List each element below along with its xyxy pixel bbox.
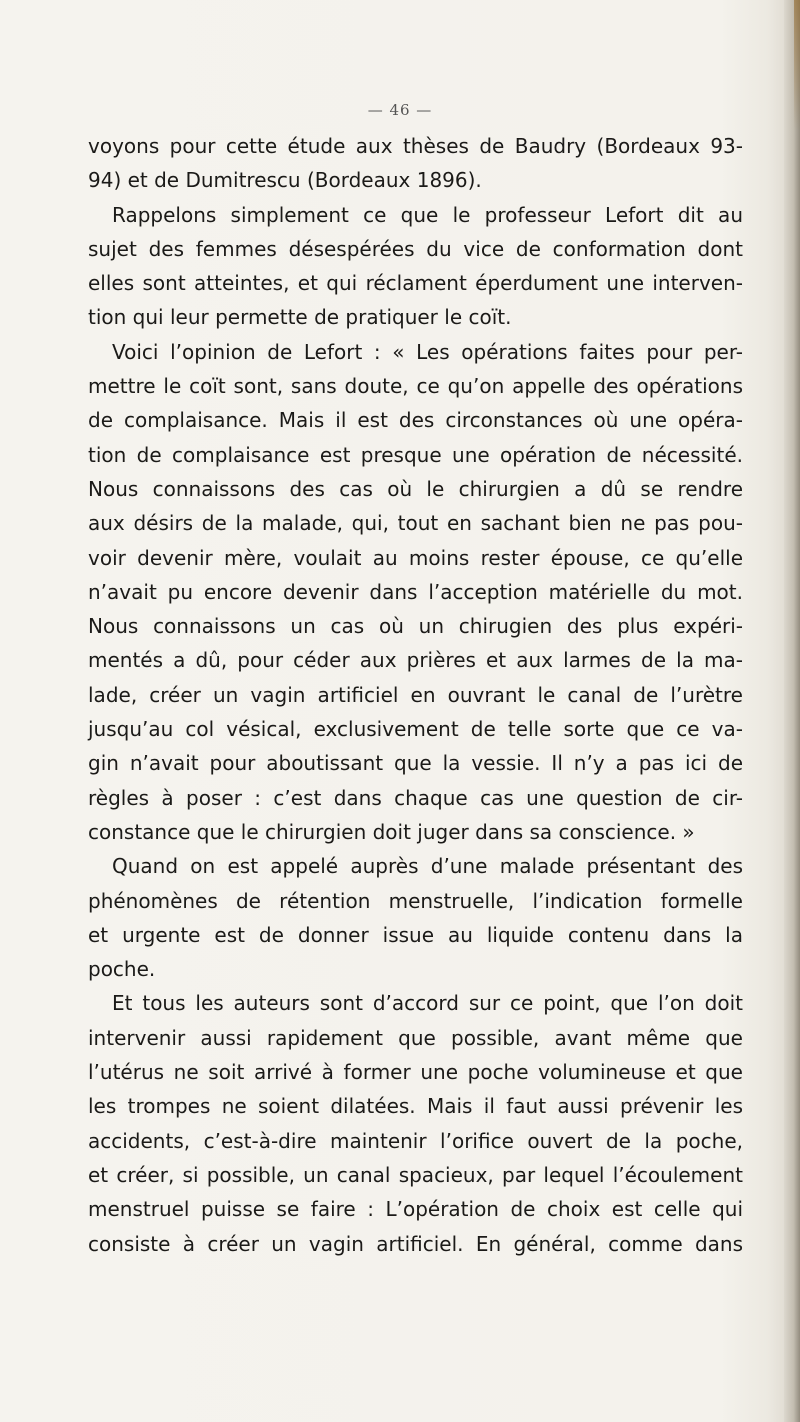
text-line: n’avait pu encore devenir dans l’acception matérielle du mot. — [88, 579, 743, 604]
text-line: sujet des femmes désespérées du vice de conformation dont — [88, 236, 743, 261]
text-line: mettre le coït sont, sans doute, ce qu’on appelle des opérations — [88, 374, 743, 399]
text-line: et créer, si possible, un canal spacieux, par lequel l’écoulement — [88, 1162, 743, 1187]
text-line: tion de complaisance est presque une opération de nécessité. — [88, 442, 743, 467]
text-line: jusqu’au col vésical, exclusivement de telle sorte que ce va- — [88, 717, 743, 742]
text-line: elles sont atteintes, et qui réclament éperdument une interven- — [88, 271, 743, 296]
text-line: mentés a dû, pour céder aux prières et aux larmes de la ma- — [88, 648, 743, 673]
text-line: 94) et de Dumitrescu (Bordeaux 1896). — [88, 168, 482, 193]
text-line: les trompes ne soient dilatées. Mais il faut aussi prévenir les — [88, 1094, 743, 1119]
text-line: Quand on est appelé auprès d’une malade présentant des — [112, 854, 743, 879]
text-line: gin n’avait pour aboutissant que la vessie. Il n’y a pas ici de — [88, 751, 743, 776]
text-line: voyons pour cette étude aux thèses de Baudry (Bordeaux 93- — [88, 134, 743, 158]
text-line: Voici l’opinion de Lefort : « Les opérations faites pour per- — [112, 339, 743, 364]
text-line: accidents, c’est-à-dire maintenir l’orifice ouvert de la poche, — [88, 1128, 743, 1153]
text-line: Rappelons simplement ce que le professeur Lefort dit au — [112, 202, 743, 227]
text-line: Et tous les auteurs sont d’accord sur ce point, que l’on doit — [112, 991, 743, 1016]
text-line: lade, créer un vagin artificiel en ouvrant le canal de l’urètre — [88, 682, 743, 707]
text-line: menstruel puisse se faire : L’opération de choix est celle qui — [88, 1197, 743, 1222]
page-number: — 46 — — [367, 101, 433, 119]
body-text — [88, 129, 743, 1261]
text-line: l’utérus ne soit arrivé à former une poche volumineuse et que — [88, 1060, 743, 1085]
text-line: Nous connaissons des cas où le chirurgien a dû se rendre — [88, 476, 743, 501]
text-line: tion qui leur permette de pratiquer le coït. — [88, 305, 512, 330]
text-line: voir devenir mère, voulait au moins rester épouse, ce qu’elle — [88, 545, 743, 570]
text-line: constance que le chirurgien doit juger dans sa conscience. » — [88, 819, 695, 844]
text-line: phénomènes de rétention menstruelle, l’indication formelle — [88, 888, 743, 913]
text-line: de complaisance. Mais il est des circonstances où une opéra- — [88, 408, 743, 433]
text-line: consiste à créer un vagin artificiel. En général, comme dans — [88, 1231, 743, 1256]
text-line: intervenir aussi rapidement que possible, avant même que — [88, 1025, 743, 1050]
text-line: règles à poser : c’est dans chaque cas une question de cir- — [88, 785, 743, 810]
text-line: aux désirs de la malade, qui, tout en sachant bien ne pas pou- — [88, 511, 743, 536]
text-line: et urgente est de donner issue au liquide contenu dans la — [88, 922, 743, 947]
text-line: Nous connaissons un cas où un chirugien des plus expéri- — [88, 614, 743, 639]
text-line: poche. — [88, 957, 156, 982]
page-edge-shadow — [784, 0, 800, 1422]
